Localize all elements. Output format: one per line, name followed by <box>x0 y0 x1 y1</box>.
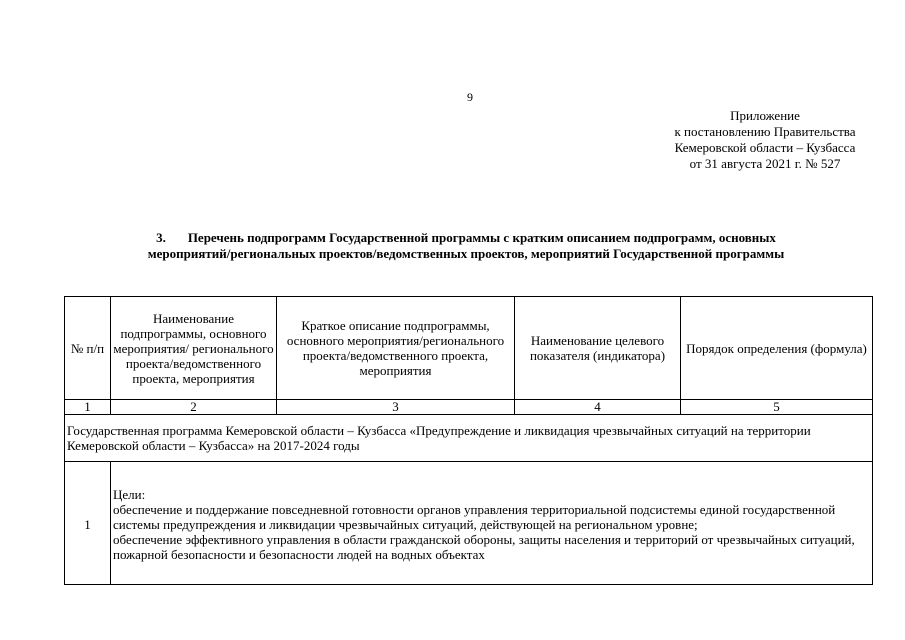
header-cell-number: № п/п <box>65 297 111 400</box>
section-number: 3. <box>156 230 166 245</box>
column-index: 5 <box>681 400 873 415</box>
appendix-line-1: Приложение <box>730 108 800 123</box>
section-title-line-1: Перечень подпрограмм Государственной программы с кратким описанием подпрограмм, основных <box>187 230 776 245</box>
appendix-block <box>640 108 890 172</box>
program-row <box>65 415 873 462</box>
column-index: 1 <box>65 400 111 415</box>
page-number: 9 <box>467 90 473 104</box>
section-title-line-2: мероприятий/региональных проектов/ведомственных проектов, мероприятий Государственной программы <box>147 246 785 261</box>
appendix-line-4: от 31 августа 2021 г. № 527 <box>689 156 841 171</box>
program-title-cell: Государственная программа Кемеровской области – Кузбасса «Предупреждение и ликвидация чрезвычайных ситуаций на территории Кемеровской области – Кузбасса» на 2017-2024 годы <box>65 415 873 462</box>
table-row <box>65 462 873 585</box>
header-cell-indicator: Наименование целевого показателя (индикатора) <box>515 297 681 400</box>
appendix-line-2: к постановлению Правительства <box>674 124 856 139</box>
goal-item-2: обеспечение эффективного управления в области гражданской обороны, защиты населения и территорий от чрезвычайных ситуаций, пожарной безопасности и безопасности людей на водных объектах <box>113 531 855 562</box>
appendix-line-3: Кемеровской области – Кузбасса <box>674 140 856 155</box>
goals-row-number: 1 <box>65 462 111 585</box>
column-index: 3 <box>277 400 515 415</box>
goals-cell <box>111 462 873 585</box>
section-title <box>60 230 872 262</box>
column-index: 4 <box>515 400 681 415</box>
column-index-row <box>65 400 873 415</box>
header-cell-formula: Порядок определения (формула) <box>681 297 873 400</box>
table-header-row <box>65 297 873 400</box>
subprograms-table <box>64 296 873 585</box>
header-cell-name: Наименование подпрограммы, основного мероприятия/ регионального проекта/ведомственного проекта, мероприятия <box>111 297 277 400</box>
column-index: 2 <box>111 400 277 415</box>
goal-item-1: обеспечение и поддержание повседневной готовности органов управления территориальной подсистемы единой государственной системы предупреждения и ликвидации чрезвычайных ситуаций, действующей на региональном уровне; <box>113 501 836 532</box>
goals-heading: Цели: <box>113 486 146 502</box>
header-cell-description: Краткое описание подпрограммы, основного мероприятия/регионального проекта/ведомственного проекта, мероприятия <box>277 297 515 400</box>
